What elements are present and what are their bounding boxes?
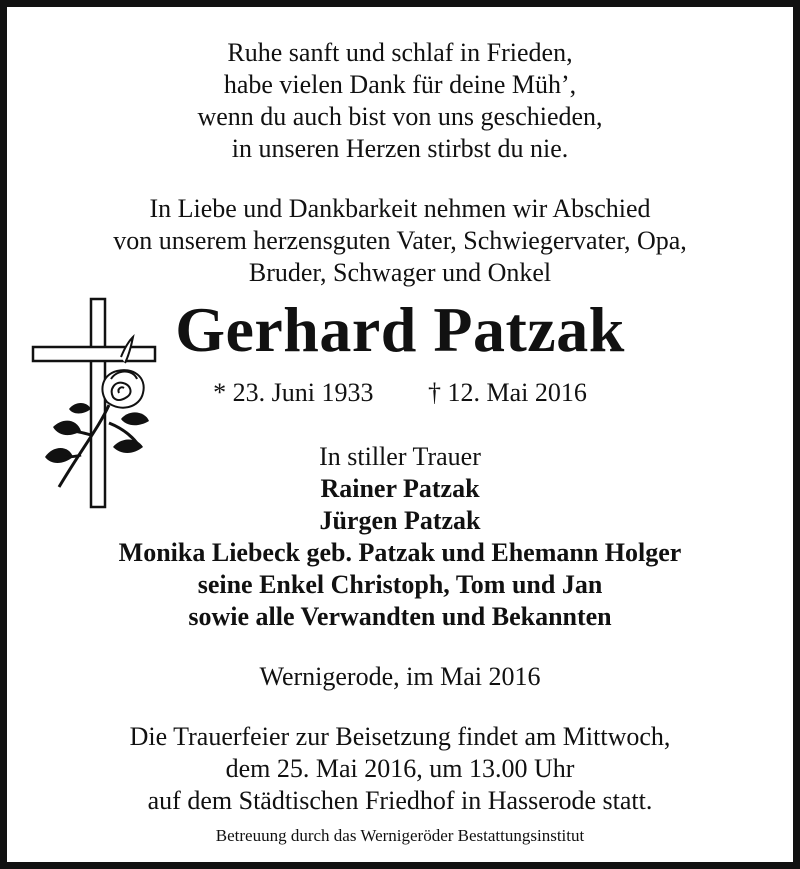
intro-line-1: In Liebe und Dankbarkeit nehmen wir Abschied [149,194,651,223]
intro-line-2: von unserem herzensguten Vater, Schwiegervater, Opa, [113,226,687,255]
intro-line-3: Bruder, Schwager und Onkel [248,258,552,287]
mourner-5: sowie alle Verwandten und Bekannten [188,602,612,631]
mourners-heading: In stiller Trauer [319,442,481,471]
life-dates [7,377,793,409]
death-date: † 12. Mai 2016 [427,378,587,407]
deceased-name: Gerhard Patzak [175,294,625,365]
poem-line-4: in unseren Herzen stirbst du nie. [231,134,569,163]
poem-line-2: habe vielen Dank für deine Müh’, [223,70,577,99]
mourner-2: Jürgen Patzak [319,506,481,535]
poem-line-1: Ruhe sanft und schlaf in Frieden, [227,38,573,67]
mourner-4: seine Enkel Christoph, Tom und Jan [197,570,603,599]
undertaker-credit: Betreuung durch das Wernigeröder Bestattungsinstitut [215,826,585,845]
place-date: Wernigerode, im Mai 2016 [259,662,541,691]
mourner-3: Monika Liebeck geb. Patzak und Ehemann Holger [118,538,682,567]
birth-date: * 23. Juni 1933 [213,378,374,407]
funeral-line-2: dem 25. Mai 2016, um 13.00 Uhr [225,754,575,783]
poem-line-3: wenn du auch bist von uns geschieden, [197,102,603,131]
funeral-line-1: Die Trauerfeier zur Beisetzung findet am Mittwoch, [129,722,671,751]
mourner-1: Rainer Patzak [320,474,480,503]
funeral-line-3: auf dem Städtischen Friedhof in Hasserode statt. [147,786,653,815]
